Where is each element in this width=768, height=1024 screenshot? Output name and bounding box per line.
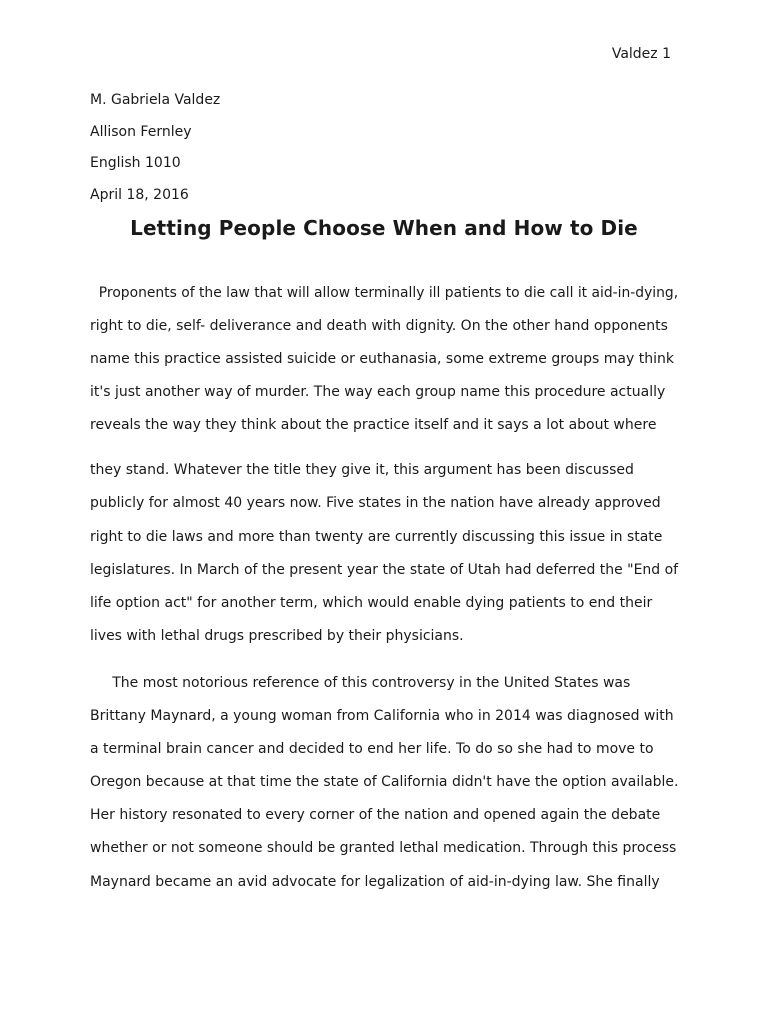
- body-text-line: Oregon because at that time the state of California didn't have the option available.: [90, 774, 679, 790]
- body-text-line: name this practice assisted suicide or euthanasia, some extreme groups may think: [90, 351, 674, 367]
- body-text-line: right to die laws and more than twenty are currently discussing this issue in state: [90, 529, 663, 545]
- body-text-line: publicly for almost 40 years now. Five states in the nation have already approved: [90, 495, 661, 511]
- body-text-line: The most notorious reference of this controversy in the United States was: [90, 675, 631, 691]
- running-header-page-number: Valdez 1: [611, 46, 671, 62]
- body-text-line: Brittany Maynard, a young woman from California who in 2014 was diagnosed with: [90, 708, 674, 724]
- body-text-line: whether or not someone should be granted lethal medication. Through this process: [90, 840, 677, 856]
- body-text-line: it's just another way of murder. The way each group name this procedure actually: [90, 384, 666, 400]
- body-text-line: they stand. Whatever the title they give it, this argument has been discussed: [90, 462, 634, 478]
- mla-heading: [90, 90, 220, 216]
- body-text-line: legislatures. In March of the present year the state of Utah had deferred the "End of: [90, 562, 679, 578]
- course-name: English 1010: [90, 155, 181, 171]
- essay-title: Letting People Choose When and How to Die: [130, 216, 638, 240]
- instructor-name: Allison Fernley: [90, 123, 192, 140]
- body-text-line: a terminal brain cancer and decided to end her life. To do so she had to move to: [90, 741, 654, 757]
- body-text-line: lives with lethal drugs prescribed by their physicians.: [90, 628, 464, 644]
- body-text-line: right to die, self- deliverance and death with dignity. On the other hand opponents: [90, 318, 668, 334]
- body-text-line: reveals the way they think about the practice itself and it says a lot about where: [90, 417, 657, 433]
- body-text-line: Maynard became an avid advocate for legalization of aid-in-dying law. She finally: [90, 874, 660, 890]
- author-name: M. Gabriela Valdez: [90, 92, 221, 108]
- body-text-line: Proponents of the law that will allow terminally ill patients to die call it aid-in-dying,: [90, 285, 679, 301]
- body-text-line: Her history resonated to every corner of the nation and opened again the debate: [90, 807, 661, 823]
- body-text-line: life option act" for another term, which would enable dying patients to end their: [90, 595, 653, 611]
- essay-date: April 18, 2016: [90, 186, 189, 203]
